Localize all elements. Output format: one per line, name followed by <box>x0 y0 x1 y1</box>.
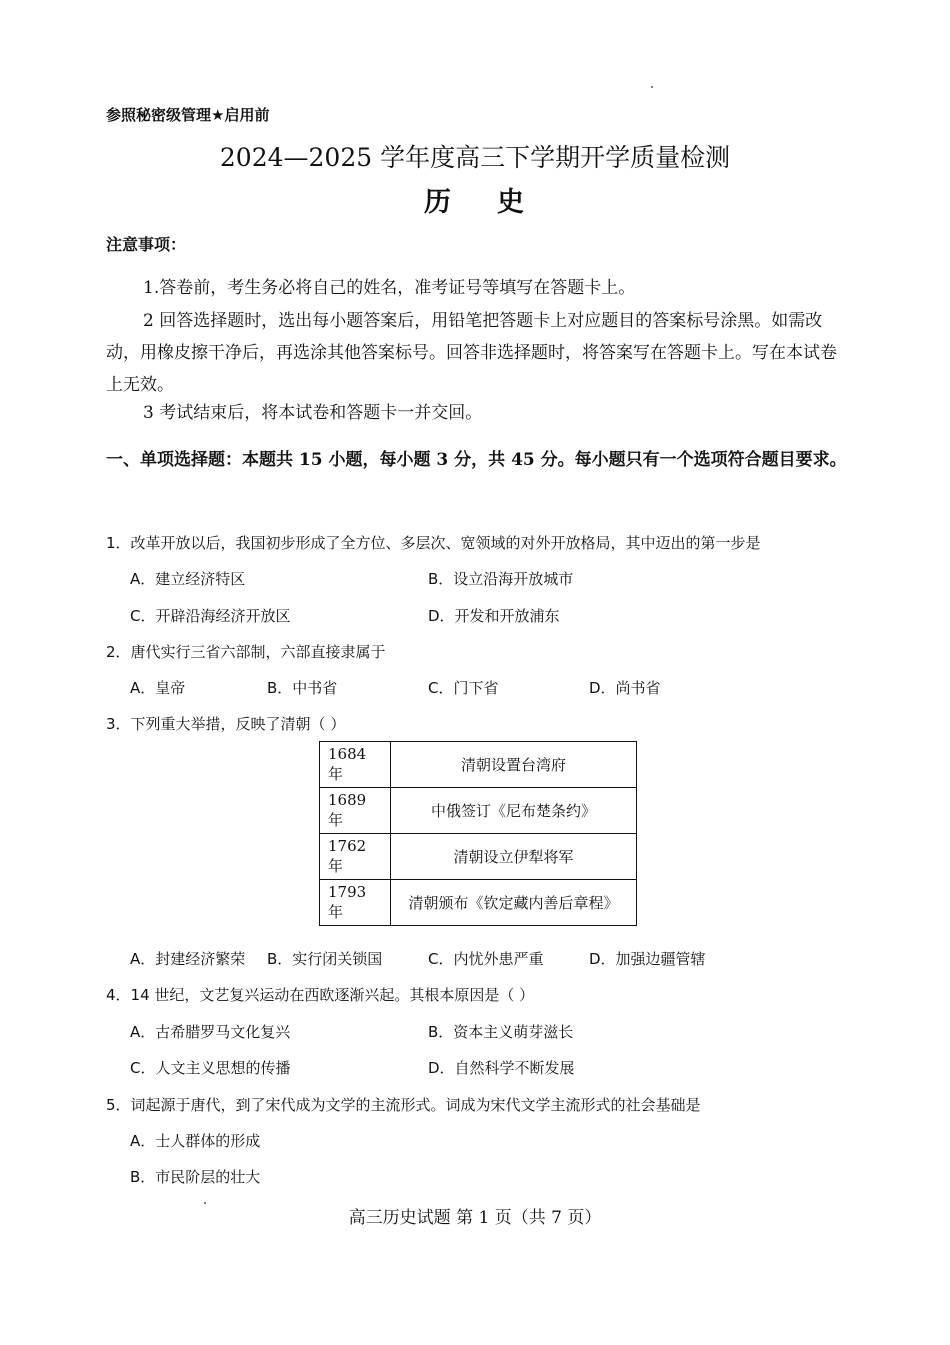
question-stem: 5．词起源于唐代，到了宋代成为文学的主流形式。词成为宋代文学主流形式的社会基础是 <box>106 1096 701 1114</box>
answer-option: B．设立沿海开放城市 <box>428 570 574 588</box>
answer-option: B．实行闭关锁国 <box>267 950 383 968</box>
exam-title: 2024—2025 学年度高三下学期开学质量检测 <box>219 143 731 172</box>
answer-option: C．人文主义思想的传播 <box>130 1059 291 1077</box>
table-event-cell: 清朝设置台湾府 <box>391 742 637 788</box>
notice-item: 3 考试结束后，将本试卷和答题卡一并交回。 <box>143 403 483 423</box>
answer-option: D．自然科学不断发展 <box>428 1059 575 1077</box>
answer-option: C．内忧外患严重 <box>428 950 544 968</box>
table-row <box>320 834 637 880</box>
answer-option: D．开发和开放浦东 <box>428 607 560 625</box>
answer-option: A．古希腊罗马文化复兴 <box>130 1023 291 1041</box>
answer-option: D．加强边疆管辖 <box>589 950 706 968</box>
table-year-cell: 1762 年 <box>320 834 391 880</box>
secret-label: 参照秘密级管理★启用前 <box>106 106 270 124</box>
answer-option: A．封建经济繁荣 <box>130 950 246 968</box>
events-table <box>319 741 637 926</box>
answer-option: D．尚书省 <box>589 679 661 697</box>
section-heading: 一、单项选择题：本题共 15 小题，每小题 3 分，共 45 分。每小题只有一个选项符合题目要求。 <box>106 450 847 470</box>
answer-option: B．中书省 <box>267 679 338 697</box>
table-row <box>320 742 637 788</box>
question-stem: 4．14 世纪，文艺复兴运动在西欧逐渐兴起。其根本原因是（ ） <box>106 986 535 1004</box>
answer-option: C．开辟沿海经济开放区 <box>130 607 291 625</box>
table-event-cell: 中俄签订《尼布楚条约》 <box>391 788 637 834</box>
subject-char: 史 <box>497 187 526 218</box>
question-stem: 1．改革开放以后，我国初步形成了全方位、多层次、宽领域的对外开放格局，其中迈出的第一步是 <box>106 534 761 552</box>
table-year-cell: 1689 年 <box>320 788 391 834</box>
question-stem: 3．下列重大举措，反映了清朝（ ） <box>106 715 346 733</box>
answer-option: A．建立经济特区 <box>130 570 246 588</box>
subject-char: 历 <box>424 187 453 218</box>
answer-option: C．门下省 <box>428 679 499 697</box>
notice-item: 1.答卷前，考生务必将自己的姓名，准考证号等填写在答题卡上。 <box>143 278 636 298</box>
table-event-cell: 清朝设立伊犁将军 <box>391 834 637 880</box>
table-row <box>320 788 637 834</box>
table-event-cell: 清朝颁布《钦定藏内善后章程》 <box>391 880 637 926</box>
notice-item: 2 回答选择题时，选出每小题答案后，用铅笔把答题卡上对应题目的答案标号涂黑。如需改动，用橡皮擦干净后，再选涂其他答案标号。回答非选择题时，将答案写在答题卡上。写在本试卷上无效。 <box>106 311 837 395</box>
question-stem: 2．唐代实行三省六部制，六部直接隶属于 <box>106 643 386 661</box>
scan-dot <box>651 86 653 88</box>
table-row <box>320 880 637 926</box>
answer-option: B．资本主义萌芽滋长 <box>428 1023 574 1041</box>
page-footer: 高三历史试题 第 1 页（共 7 页） <box>348 1208 602 1228</box>
answer-option: A．皇帝 <box>130 679 186 697</box>
answer-option: A．士人群体的形成 <box>130 1132 261 1150</box>
answer-option: B．市民阶层的壮大 <box>130 1168 261 1186</box>
table-year-cell: 1793 年 <box>320 880 391 926</box>
subject-title <box>0 180 950 219</box>
table-year-cell: 1684 年 <box>320 742 391 788</box>
notice-heading: 注意事项： <box>106 235 187 254</box>
